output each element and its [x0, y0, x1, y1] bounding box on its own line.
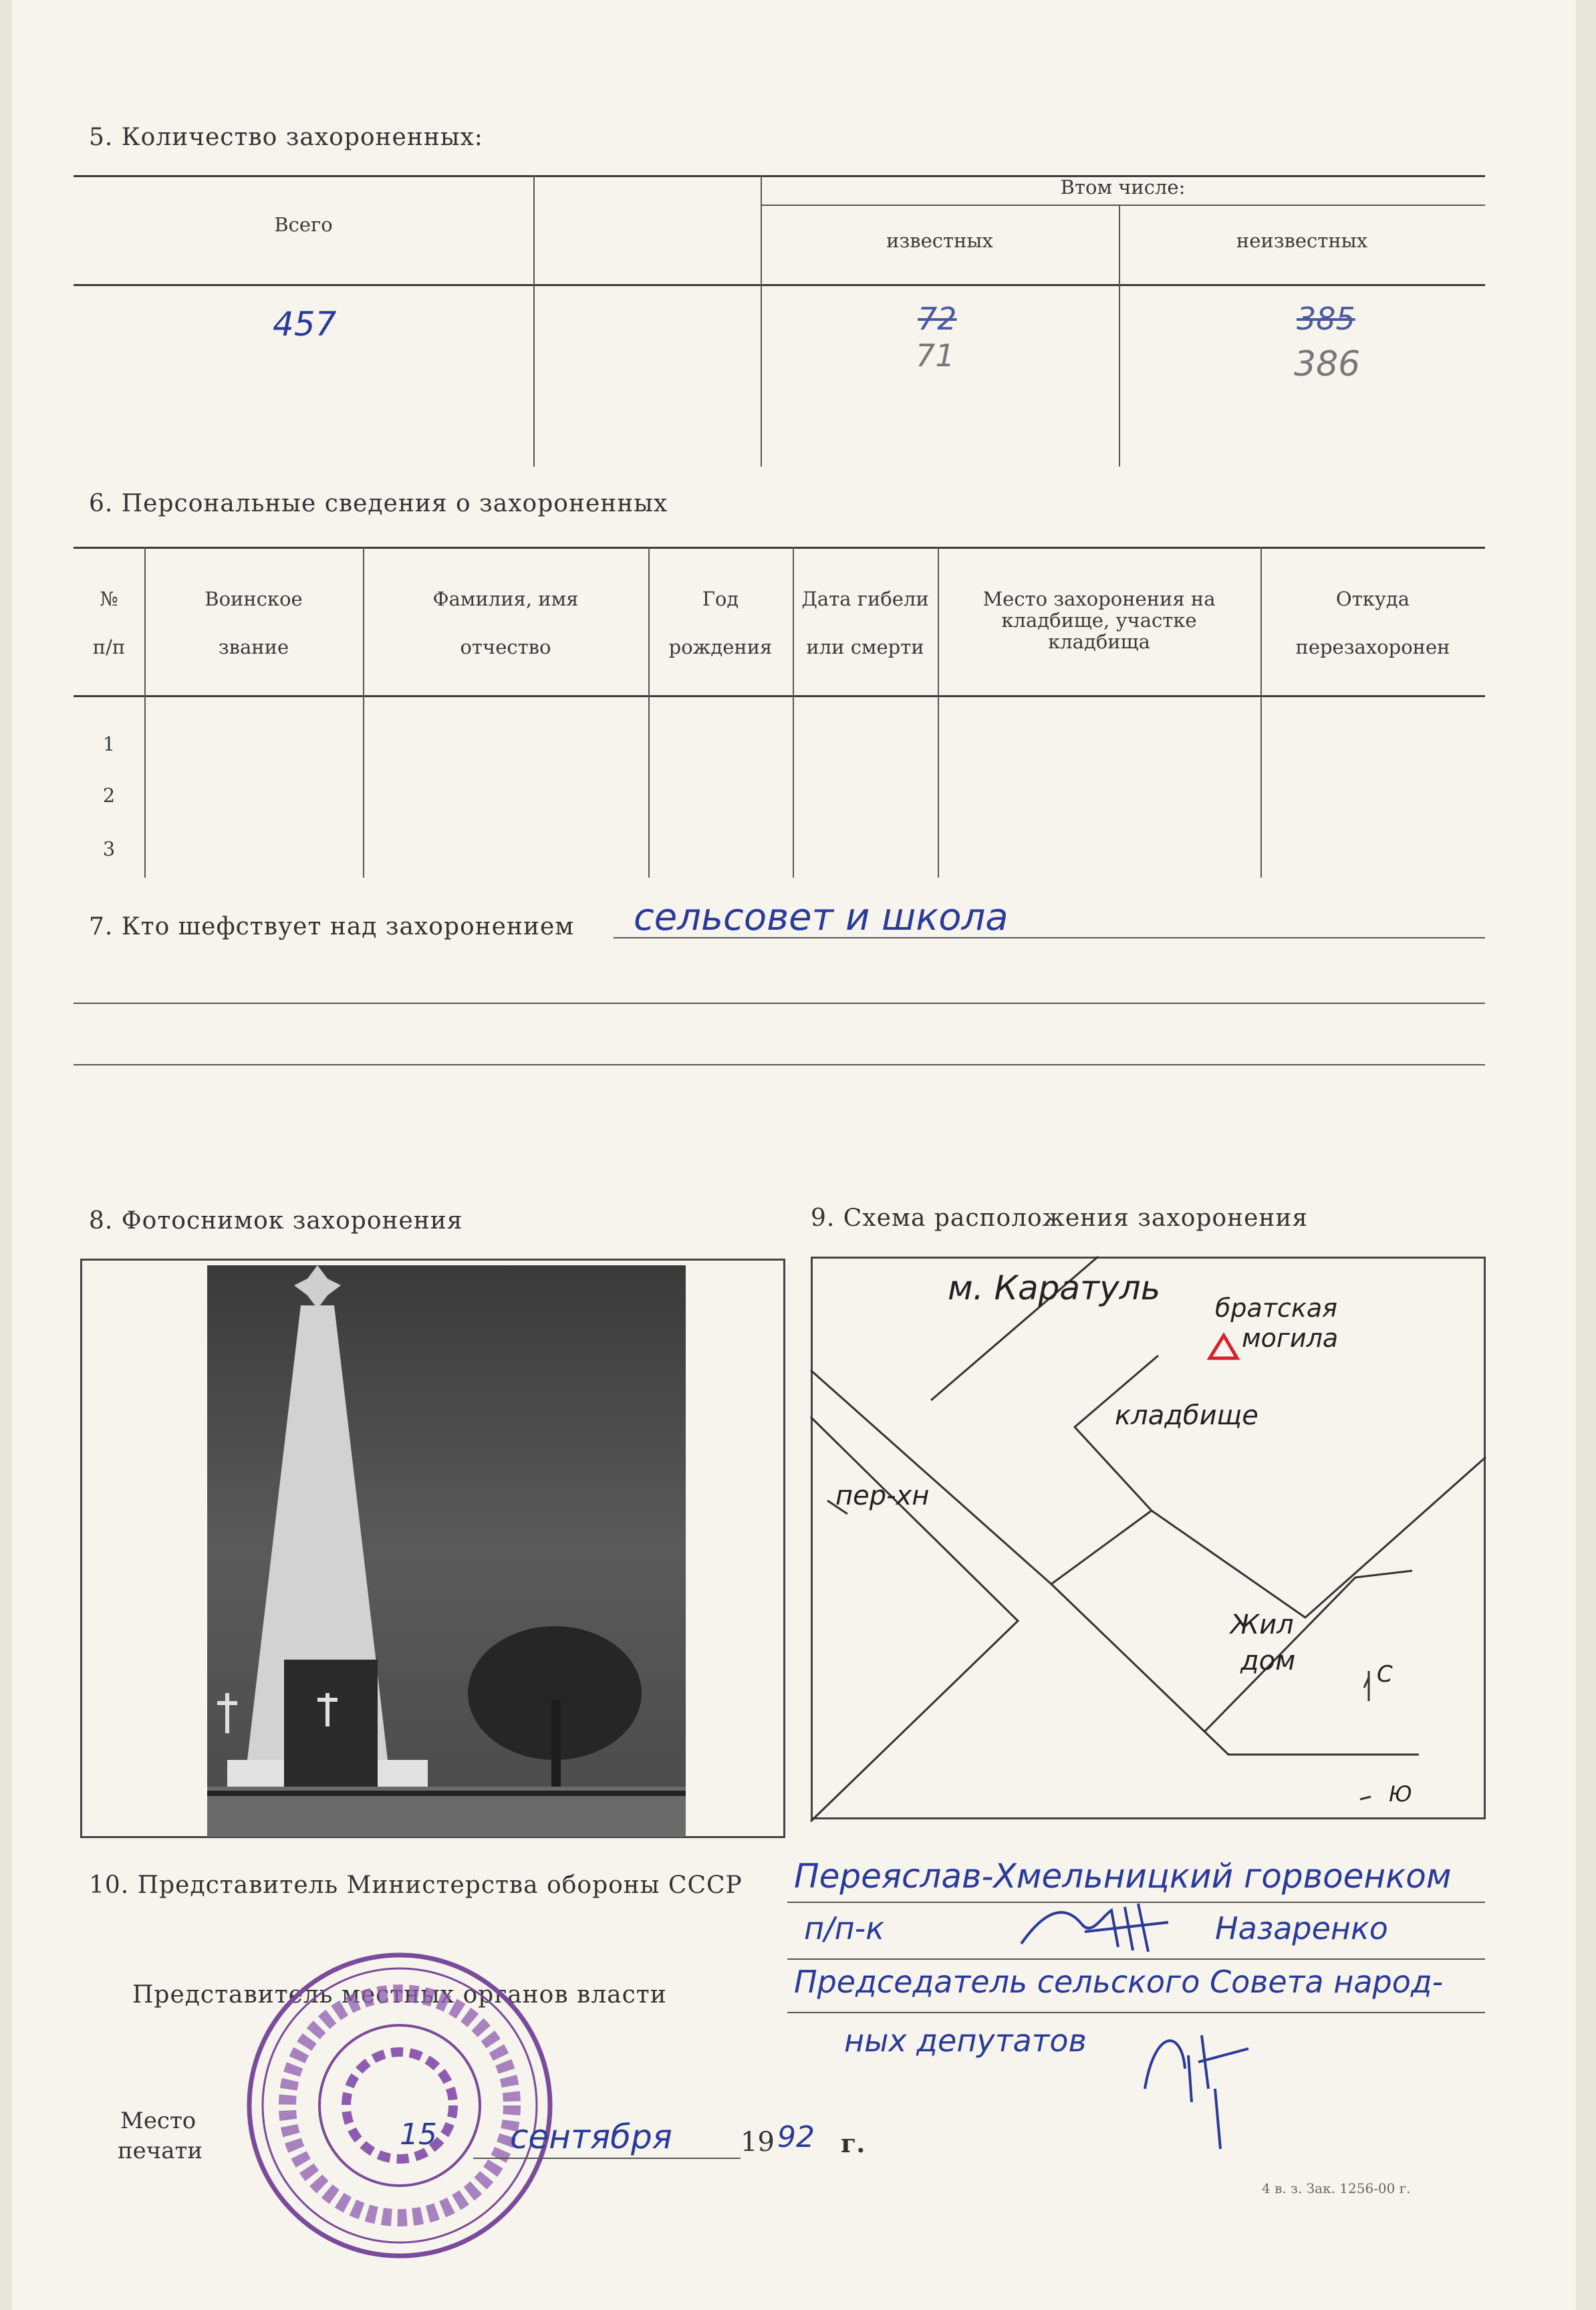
unknown-corrected-value: 386 [1294, 344, 1361, 384]
hdr-origin-sub: перезахоронен [1295, 636, 1450, 658]
date-day: 15 [400, 2118, 437, 2152]
known-value: 72 [918, 301, 957, 337]
row-number: 1 [102, 733, 116, 755]
date-rule [473, 2158, 741, 2159]
scheme-house-line2: дом [1240, 1646, 1296, 1676]
section9-title: 9. Схема расположения захоронения [811, 1204, 1309, 1232]
table5-divider [533, 175, 535, 467]
section7-label: 7. Кто шефствует над захоронением [89, 913, 575, 940]
official-seal [243, 1948, 557, 2263]
date-month: сентября [510, 2118, 672, 2156]
section6-title: 6. Персональные сведения о захороненных [89, 490, 668, 517]
section10-rule [787, 1958, 1485, 1960]
patron-value: сельсовет и школа [634, 896, 1009, 939]
known-corrected-value: 71 [916, 338, 955, 374]
scheme-south: Ю [1389, 1781, 1412, 1807]
section7-rule [614, 937, 1485, 938]
col-total: Всего [274, 213, 333, 236]
document-page [12, 0, 1576, 2310]
col-including: Втом числе: [1060, 176, 1186, 199]
seal-place-label: Место [120, 2107, 196, 2134]
print-info: 4 в. з. Зак. 1256-00 г. [1262, 2180, 1411, 2196]
date-year-unit: г. [841, 2128, 866, 2158]
scheme-map [811, 1257, 1486, 1819]
scheme-grave-line2: могила [1242, 1323, 1339, 1353]
hdr-rank: Воинское [205, 588, 303, 610]
date-year-prefix: 19 [741, 2127, 775, 2158]
section10-label: 10. Представитель Министерства обороны СССР [89, 1872, 743, 1899]
seal-place-label-2: печати [118, 2138, 203, 2164]
table6-top-rule [74, 547, 1485, 549]
section5-title: 5. Количество захороненных: [89, 124, 483, 151]
scheme-house-line1: Жил [1230, 1610, 1294, 1640]
col-known: известных [886, 229, 993, 252]
local-representative-line2: ных депутатов [844, 2023, 1087, 2059]
hdr-birth: Год [702, 588, 739, 610]
table5-divider [761, 175, 762, 467]
local-representative-line1: Председатель сельского Совета народ- [794, 1964, 1444, 2000]
hdr-origin: Откуда [1335, 588, 1410, 610]
table5-sub-rule [761, 205, 1485, 206]
scheme-village: м. Каратуль [948, 1269, 1161, 1307]
hdr-rank-sub: звание [218, 636, 289, 658]
hdr-birth-sub: рождения [668, 636, 773, 658]
row-number: 2 [102, 784, 116, 807]
total-value: 457 [273, 305, 337, 344]
local-authority-label: Представитель местных органов власти [132, 1981, 667, 2009]
hdr-name: Фамилия, имя [432, 588, 579, 610]
scheme-grave-line1: братская [1215, 1293, 1337, 1323]
mo-representative-line2b: Назаренко [1215, 1910, 1388, 1946]
scheme-north: С [1377, 1661, 1393, 1688]
mo-representative-line2a: п/п-к [804, 1910, 885, 1946]
row-number: 3 [102, 838, 116, 860]
table5-header-rule [74, 284, 1485, 286]
hdr-place: Место захоронения на [982, 588, 1216, 610]
grave-marker-icon [1210, 1335, 1237, 1358]
section7-rule-2 [74, 1003, 1485, 1004]
unknown-value: 385 [1297, 301, 1355, 337]
section7-rule-3 [74, 1064, 1485, 1065]
date-year-suffix: 92 [777, 2120, 815, 2154]
monument-photo [207, 1265, 686, 1837]
scheme-cemetery: кладбище [1115, 1400, 1258, 1431]
south-arrow-icon [1360, 1797, 1371, 1799]
hdr-place-3: кладбища [1048, 630, 1150, 653]
hdr-number: № [100, 588, 118, 610]
local-signature [1135, 2015, 1262, 2156]
hdr-death-sub: или смерти [806, 636, 924, 658]
section10-rule [787, 2012, 1485, 2013]
col-unknown: неизвестных [1236, 229, 1368, 252]
section8-title: 8. Фотоснимок захоронения [89, 1207, 463, 1235]
hdr-name-sub: отчество [460, 636, 551, 658]
mo-signature [1018, 1897, 1172, 1957]
mo-representative-line1: Переяслав-Хмельницкий горвоенком [794, 1857, 1452, 1896]
hdr-death: Дата гибели [801, 588, 929, 610]
hdr-place-2: кладбище, участке [1001, 609, 1197, 632]
hdr-number-sub: п/п [92, 636, 126, 658]
north-arrow-icon [1364, 1671, 1369, 1701]
scheme-crossing: пер-хн [835, 1481, 930, 1511]
table6-header-rule [74, 695, 1485, 697]
